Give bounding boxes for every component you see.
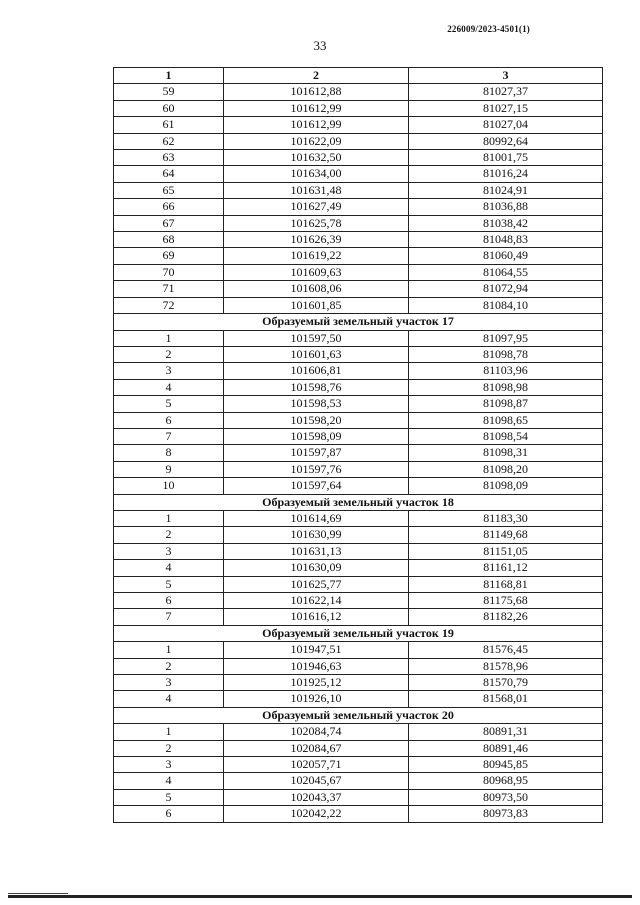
table-row: [114, 100, 603, 116]
table-row: [114, 117, 603, 133]
x-coordinate-cell: 101601,85: [224, 297, 409, 313]
y-coordinate-cell: 81168,81: [409, 576, 603, 592]
x-coordinate-cell: 101612,88: [224, 84, 409, 100]
x-coordinate-cell: 101925,12: [224, 675, 409, 691]
table-row: [114, 84, 603, 100]
table-row: [114, 576, 603, 592]
table-row: [114, 560, 603, 576]
point-number-cell: 5: [114, 576, 224, 592]
x-coordinate-cell: 101598,53: [224, 396, 409, 412]
table-row: [114, 412, 603, 428]
point-number-cell: 3: [114, 363, 224, 379]
y-coordinate-cell: 80891,46: [409, 740, 603, 756]
point-number-cell: 9: [114, 461, 224, 477]
table-row: [114, 642, 603, 658]
section-row: [114, 314, 603, 330]
table-row: [114, 593, 603, 609]
table-row: [114, 757, 603, 773]
y-coordinate-cell: 81038,42: [409, 215, 603, 231]
y-coordinate-cell: 81570,79: [409, 675, 603, 691]
point-number-cell: 6: [114, 806, 224, 822]
x-coordinate-cell: 101608,06: [224, 281, 409, 297]
x-coordinate-cell: 101625,78: [224, 215, 409, 231]
point-number-cell: 62: [114, 133, 224, 149]
x-coordinate-cell: 102043,37: [224, 789, 409, 805]
point-number-cell: 4: [114, 691, 224, 707]
point-number-cell: 63: [114, 150, 224, 166]
y-coordinate-cell: 81182,26: [409, 609, 603, 625]
table-header-row: [114, 68, 603, 84]
table-row: [114, 297, 603, 313]
table-row: [114, 215, 603, 231]
point-number-cell: 4: [114, 560, 224, 576]
y-coordinate-cell: 81183,30: [409, 510, 603, 526]
x-coordinate-cell: 101627,49: [224, 199, 409, 215]
y-coordinate-cell: 81024,91: [409, 182, 603, 198]
y-coordinate-cell: 81098,78: [409, 346, 603, 362]
table-row: [114, 461, 603, 477]
y-coordinate-cell: 81568,01: [409, 691, 603, 707]
x-coordinate-cell: 101612,99: [224, 117, 409, 133]
x-coordinate-cell: 101625,77: [224, 576, 409, 592]
y-coordinate-cell: 80992,64: [409, 133, 603, 149]
x-coordinate-cell: 101926,10: [224, 691, 409, 707]
point-number-cell: 72: [114, 297, 224, 313]
x-coordinate-cell: 101946,63: [224, 658, 409, 674]
point-number-cell: 4: [114, 773, 224, 789]
section-row: [114, 707, 603, 723]
point-number-cell: 65: [114, 182, 224, 198]
y-coordinate-cell: 80968,95: [409, 773, 603, 789]
x-coordinate-cell: 101609,63: [224, 264, 409, 280]
y-coordinate-cell: 80945,85: [409, 757, 603, 773]
point-number-cell: 70: [114, 264, 224, 280]
y-coordinate-cell: 81027,15: [409, 100, 603, 116]
y-coordinate-cell: 81072,94: [409, 281, 603, 297]
x-coordinate-cell: 101601,63: [224, 346, 409, 362]
table-row: [114, 658, 603, 674]
section-row: [114, 494, 603, 510]
table-row: [114, 445, 603, 461]
point-number-cell: 1: [114, 330, 224, 346]
x-coordinate-cell: 101622,09: [224, 133, 409, 149]
y-coordinate-cell: 81027,37: [409, 84, 603, 100]
point-number-cell: 3: [114, 675, 224, 691]
point-number-cell: 10: [114, 478, 224, 494]
x-coordinate-cell: 101597,50: [224, 330, 409, 346]
y-coordinate-cell: 81161,12: [409, 560, 603, 576]
x-coordinate-cell: 101598,20: [224, 412, 409, 428]
x-coordinate-cell: 101597,76: [224, 461, 409, 477]
table-row: [114, 199, 603, 215]
section-title: Образуемый земельный участок 17: [114, 314, 603, 330]
table-row: [114, 182, 603, 198]
table-row: [114, 806, 603, 822]
section-title: Образуемый земельный участок 19: [114, 625, 603, 641]
y-coordinate-cell: 81098,65: [409, 412, 603, 428]
table-body: [114, 84, 603, 822]
y-coordinate-cell: 81151,05: [409, 543, 603, 559]
point-number-cell: 8: [114, 445, 224, 461]
coordinates-table: [113, 67, 603, 823]
x-coordinate-cell: 101626,39: [224, 232, 409, 248]
point-number-cell: 7: [114, 428, 224, 444]
column-header-x: 2: [224, 68, 409, 84]
y-coordinate-cell: 81060,49: [409, 248, 603, 264]
point-number-cell: 2: [114, 740, 224, 756]
table-row: [114, 379, 603, 395]
footer-rule: [8, 895, 632, 898]
table-row: [114, 264, 603, 280]
y-coordinate-cell: 81084,10: [409, 297, 603, 313]
y-coordinate-cell: 81048,83: [409, 232, 603, 248]
table-row: [114, 166, 603, 182]
table-row: [114, 363, 603, 379]
y-coordinate-cell: 80891,31: [409, 724, 603, 740]
point-number-cell: 1: [114, 642, 224, 658]
y-coordinate-cell: 81578,96: [409, 658, 603, 674]
y-coordinate-cell: 81576,45: [409, 642, 603, 658]
point-number-cell: 5: [114, 789, 224, 805]
point-number-cell: 2: [114, 658, 224, 674]
point-number-cell: 59: [114, 84, 224, 100]
y-coordinate-cell: 81016,24: [409, 166, 603, 182]
table-row: [114, 330, 603, 346]
x-coordinate-cell: 101631,13: [224, 543, 409, 559]
table-row: [114, 740, 603, 756]
y-coordinate-cell: 81098,20: [409, 461, 603, 477]
x-coordinate-cell: 102057,71: [224, 757, 409, 773]
x-coordinate-cell: 101597,87: [224, 445, 409, 461]
table-row: [114, 478, 603, 494]
y-coordinate-cell: 81098,98: [409, 379, 603, 395]
section-title: Образуемый земельный участок 20: [114, 707, 603, 723]
footer-rule-short: [8, 893, 68, 894]
table-row: [114, 232, 603, 248]
y-coordinate-cell: 81027,04: [409, 117, 603, 133]
table-row: [114, 396, 603, 412]
table-row: [114, 133, 603, 149]
x-coordinate-cell: 101622,14: [224, 593, 409, 609]
x-coordinate-cell: 101630,09: [224, 560, 409, 576]
point-number-cell: 3: [114, 543, 224, 559]
point-number-cell: 5: [114, 396, 224, 412]
table-row: [114, 609, 603, 625]
point-number-cell: 71: [114, 281, 224, 297]
y-coordinate-cell: 81098,09: [409, 478, 603, 494]
table-row: [114, 150, 603, 166]
point-number-cell: 6: [114, 593, 224, 609]
table-row: [114, 675, 603, 691]
table-row: [114, 281, 603, 297]
point-number-cell: 6: [114, 412, 224, 428]
table-row: [114, 428, 603, 444]
y-coordinate-cell: 81098,87: [409, 396, 603, 412]
x-coordinate-cell: 101612,99: [224, 100, 409, 116]
point-number-cell: 2: [114, 346, 224, 362]
x-coordinate-cell: 102084,74: [224, 724, 409, 740]
point-number-cell: 1: [114, 724, 224, 740]
x-coordinate-cell: 101631,48: [224, 182, 409, 198]
x-coordinate-cell: 101606,81: [224, 363, 409, 379]
point-number-cell: 3: [114, 757, 224, 773]
x-coordinate-cell: 101616,12: [224, 609, 409, 625]
point-number-cell: 69: [114, 248, 224, 264]
y-coordinate-cell: 81064,55: [409, 264, 603, 280]
x-coordinate-cell: 102084,67: [224, 740, 409, 756]
column-header-number: 1: [114, 68, 224, 84]
section-row: [114, 625, 603, 641]
table-row: [114, 543, 603, 559]
point-number-cell: 68: [114, 232, 224, 248]
x-coordinate-cell: 102042,22: [224, 806, 409, 822]
x-coordinate-cell: 102045,67: [224, 773, 409, 789]
y-coordinate-cell: 81098,31: [409, 445, 603, 461]
y-coordinate-cell: 81097,95: [409, 330, 603, 346]
table-row: [114, 527, 603, 543]
point-number-cell: 1: [114, 510, 224, 526]
point-number-cell: 2: [114, 527, 224, 543]
point-number-cell: 61: [114, 117, 224, 133]
y-coordinate-cell: 81175,68: [409, 593, 603, 609]
table-row: [114, 510, 603, 526]
x-coordinate-cell: 101619,22: [224, 248, 409, 264]
y-coordinate-cell: 81103,96: [409, 363, 603, 379]
y-coordinate-cell: 80973,83: [409, 806, 603, 822]
x-coordinate-cell: 101614,69: [224, 510, 409, 526]
table-row: [114, 773, 603, 789]
document-number: 226009/2023-4501(1): [447, 24, 530, 34]
x-coordinate-cell: 101632,50: [224, 150, 409, 166]
point-number-cell: 4: [114, 379, 224, 395]
x-coordinate-cell: 101634,00: [224, 166, 409, 182]
x-coordinate-cell: 101947,51: [224, 642, 409, 658]
x-coordinate-cell: 101598,76: [224, 379, 409, 395]
page-number: 33: [313, 38, 327, 53]
x-coordinate-cell: 101597,64: [224, 478, 409, 494]
table-row: [114, 248, 603, 264]
x-coordinate-cell: 101598,09: [224, 428, 409, 444]
table-row: [114, 691, 603, 707]
point-number-cell: 7: [114, 609, 224, 625]
x-coordinate-cell: 101630,99: [224, 527, 409, 543]
column-header-y: 3: [409, 68, 603, 84]
y-coordinate-cell: 81001,75: [409, 150, 603, 166]
y-coordinate-cell: 81149,68: [409, 527, 603, 543]
section-title: Образуемый земельный участок 18: [114, 494, 603, 510]
y-coordinate-cell: 81098,54: [409, 428, 603, 444]
point-number-cell: 60: [114, 100, 224, 116]
table-row: [114, 789, 603, 805]
y-coordinate-cell: 80973,50: [409, 789, 603, 805]
table-row: [114, 346, 603, 362]
point-number-cell: 66: [114, 199, 224, 215]
point-number-cell: 67: [114, 215, 224, 231]
table-row: [114, 724, 603, 740]
point-number-cell: 64: [114, 166, 224, 182]
y-coordinate-cell: 81036,88: [409, 199, 603, 215]
